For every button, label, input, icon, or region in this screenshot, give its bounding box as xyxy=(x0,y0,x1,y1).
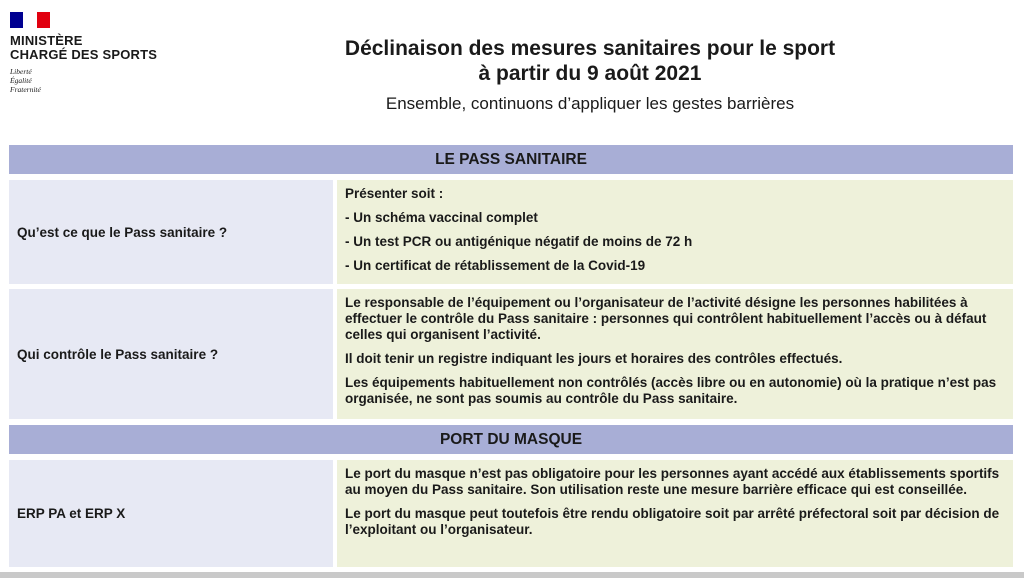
answer-paragraph: Le responsable de l’équipement ou l’organisateur de l’activité désigne les personnes habilitées à effectuer le contrôle du Pass sanitaire : personnes qui contrôlent habituellement l’accès ou à défaut celles qui organisent l’activité. xyxy=(345,295,987,342)
answer-paragraph: Il doit tenir un registre indiquant les jours et horaires des contrôles effectués. xyxy=(345,351,843,366)
answer-paragraph: Les équipements habituellement non contrôlés (accès libre ou en autonomie) où la pratique n’est pas organisée, ne sont pas soumis au contrôle du Pass sanitaire. xyxy=(345,375,997,406)
motto xyxy=(10,67,200,94)
table-row xyxy=(9,180,1013,284)
page-title-line1: Déclinaison des mesures sanitaires pour le sport xyxy=(344,37,836,60)
answer-cell xyxy=(337,289,1013,419)
ministry-logo xyxy=(10,12,200,94)
french-flag-icon xyxy=(10,12,50,28)
answer-line: Présenter soit : xyxy=(345,186,444,201)
bottom-bar xyxy=(0,572,1024,578)
page-header xyxy=(240,36,940,114)
question-cell: Qu’est ce que le Pass sanitaire ? xyxy=(9,180,333,284)
motto-egalite: Égalité xyxy=(10,76,32,85)
page-title-line2: à partir du 9 août 2021 xyxy=(478,62,702,85)
section-header-pass-sanitaire: LE PASS SANITAIRE xyxy=(9,145,1013,174)
motto-fraternite: Fraternité xyxy=(10,85,41,94)
motto-liberte: Liberté xyxy=(10,67,32,76)
question-cell: Qui contrôle le Pass sanitaire ? xyxy=(9,289,333,419)
question-cell: ERP PA et ERP X xyxy=(9,460,333,567)
section-header-port-du-masque: PORT DU MASQUE xyxy=(9,425,1013,454)
answer-line: - Un schéma vaccinal complet xyxy=(345,210,538,225)
answer-paragraph: Le port du masque peut toutefois être rendu obligatoire soit par arrêté préfectoral soit par décision de l’exploitant ou l’organisateur. xyxy=(345,506,1000,537)
answer-cell xyxy=(337,460,1013,567)
answer-line: - Un certificat de rétablissement de la Covid-19 xyxy=(345,258,646,273)
table-row xyxy=(9,460,1013,567)
page-subtitle: Ensemble, continuons d’appliquer les gestes barrières xyxy=(385,94,795,113)
table-row xyxy=(9,289,1013,419)
answer-cell xyxy=(337,180,1013,284)
ministry-name-line2: CHARGÉ DES SPORTS xyxy=(10,47,158,62)
answer-line: - Un test PCR ou antigénique négatif de moins de 72 h xyxy=(345,234,693,249)
answer-paragraph: Le port du masque n’est pas obligatoire pour les personnes ayant accédé aux établissements sportifs au moyen du Pass sanitaire. Son utilisation reste une mesure barrière efficace qui est conseillée. xyxy=(345,466,1000,497)
ministry-name-line1: MINISTÈRE xyxy=(10,33,83,48)
